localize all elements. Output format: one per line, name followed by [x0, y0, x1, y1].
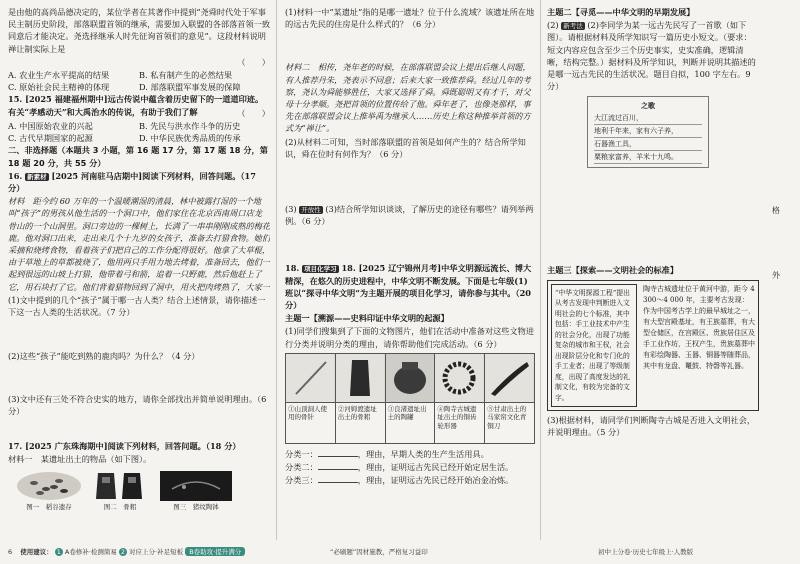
column-right: 主题二【寻觅——中华文明的早期发展】 (2) 新考法 (2)李同学为某一远古先民写了一首歌（如下图）。请根据材料及所学知识写一篇历史小短文。（要求：短文内容应包含至少三个历史事实，史实准确，逻辑清晰，结构完整。）据材料及所学知识，判断并说明其描述的是哪一远古先民的生活状况。题目自拟，100 字左右。9 分） 之歌 大江流过百川， 地利千年来，家有六子养， 石器渔工具， 粟粮家富养，羊米十九鸣。 主题三【探索——文明社会的标准】 “中华文明探源工程”提出从考古发现中判断进入文明社会的七个标准，其中包括：手工业技术中产生的社会分化，出现了功能复杂的城市和王权，社会出现阶层分化和专门化的手工业者；出现了等级制度，出现了高度发达的礼制文化，有较为完备的文字。 陶寺古城遗址位于黄河中游，距今 4 300～4 000 年，主要考古发现：作为中国考古学上的最早城址之一，有大型宫殿基址，有王族墓葬，有大型仓储区，在宫殿区、贵族居住区及手工业作坊，王权产生，贵族墓葬中有彩绘陶器、玉器、铜器等随葬品，其中有龙盘、鼍鼓、特磬等礼器。 (3)根据材料，请同学们判断陶寺古城是否进入文明社会，并说明理由。（5 分） [547, 6, 759, 440]
q17-stem: 17. [2025 广东珠海期中]阅读下列材料，回答问题。（18 分） [8, 441, 241, 452]
q14-stem: 是由他的高尚品德决定的，某位学者在其著作中提到“尧舜时代处于军事民主制历史阶段，部落联盟首领的继承，需要加入联盟的各部落首领一致同意后才能决定。尧选择继承人时先征询首领们的意见”。这段材料说明禅让制实际上是 [8, 7, 271, 54]
bone-needle-image [286, 354, 334, 402]
footer-right: 初中上分卷·历史七年级上·人教版 [598, 548, 694, 556]
class-two-blank[interactable] [318, 469, 358, 470]
artifact-3 [386, 354, 436, 443]
civilization-standards-text: “中华文明探源工程”提出从考古发现中判断进入文明社会的七个标准，其中包括：手工业技术中产生的社会分化，出现了功能复杂的城市和王权，社会出现阶层分化和专门化的手工业者；出现了等级制度，出现了高度发达的礼制文化，有较为完备的文字。 [551, 284, 637, 408]
q17-part2: (2)从材料二可知，当时部落联盟的首领是如何产生的？结合所学知识，舜在位时有何作为？（6 分） [285, 136, 526, 159]
bronze-knife-image [485, 354, 533, 402]
artifact-4 [435, 354, 485, 443]
tip-2: 对应上分·补足短板 [129, 548, 184, 556]
figure-2 [90, 469, 150, 511]
song-title: 之歌 [641, 101, 655, 111]
artifact-table [285, 353, 535, 444]
q14-option-c[interactable]: C. 原始社会民主精神的体现 [8, 82, 110, 93]
new-method-tag: 新考法 [563, 22, 583, 31]
pottery-jar-image [386, 354, 434, 402]
theme-one-question: (1)同学们搜集到了下面的文物图片，他们在活动中准备对这些文物进行分类并说明分类的理由，请你帮助他们完成活动。（6 分） [285, 326, 535, 349]
q16-material: 材料 距今约 60 万年的一个温暖潮湿的清晨，林中被露打湿的一个地叫“孩子”的男孩从他生活的一个洞口中，他们家住在北京西南周口店龙骨山的一个山洞里。洞口旁边的一棵树上，长满了一串串刚刚成熟的梅花鹿。他对洞口出来，走出来几个十九岁的女孩子，准备去打猎食物。她们采摘和烧烤食物，看着孩子们把自己的工作分配得很好。他拿了大草棍，由于草地上的草都被烧了，他用两只手用力地去烤着，准备回去，他们一起到很远的山坡上打猎，他带着弓和箭，追着一只野鹿，然后他赶上了它，用石块打了它。他们背着猎物回到了洞中，用火把肉烤熟了，大家一 [8, 196, 270, 292]
song-line: 粟粮家富养，羊米十九鸣。 [594, 151, 702, 164]
brand-badge: B卷助攻·提升满分 [185, 547, 245, 556]
figure-2-caption: 图二 骨耜 [103, 502, 137, 511]
answer-space[interactable] [285, 31, 535, 61]
q15-option-d[interactable]: D. 中华民族优秀品质的传承 [139, 133, 241, 144]
song-line: 大江流过百川， [594, 112, 702, 125]
answer-space[interactable] [547, 172, 759, 264]
artifact-1-caption: ①山顶洞人使用的骨针 [288, 404, 327, 422]
q14-option-a[interactable]: A. 农业生产水平提高的结果 [8, 70, 110, 81]
figure-1-caption: 图一 稻谷遗存 [26, 502, 72, 511]
q15-paren: （ ） [237, 107, 270, 118]
bone-spade-image [90, 469, 150, 503]
new-material-tag: 新素材 [27, 172, 47, 181]
class-two-reason: ，理由，证明远古先民已经开始定居生活。 [357, 462, 514, 473]
theme-one-heading: 主题一【溯源——史料印证中华文明的起源】 [285, 313, 449, 324]
page-number: 6 [8, 548, 13, 556]
rice-grains-image [14, 469, 84, 503]
column-divider [276, 0, 277, 540]
q17-material1: 材料一 某遗址出土的物品（如下图）。 [8, 454, 152, 465]
class-two-label: 分类二： [285, 462, 318, 473]
project-learning-tag: 项目化学习 [304, 265, 337, 274]
q17-part1: (1)材料一中“某遗址”指的是哪一遗址？位于什么流域？该遗址所在地的远古先民的住房是什么样式的？（6 分） [285, 7, 535, 30]
q15-stem: 15. [2025 福建福州期中]远古传说中蕴含着历史留下的一道道印迹。有关“孝感动天”和大禹治水的传说，有助于我们了解 [8, 94, 264, 117]
q17-material2: 材料二 相传，尧年老的时候，在部落联盟会议上提出后继人问题，有人推荐丹朱，尧表示不同意；后来大家一致推荐舜。经过几年的考察，尧认为舜能够胜任，大家又选择了舜。舜既聪明又有才干，对父母十分孝顺。尧把首领的位置传给了他。舜年老了，也像尧那样，事先在部落联盟会议上推举禹为继承人……历史上称这种推举首领的方式为“禅让”。 [285, 62, 531, 134]
bone-spade-image [336, 354, 384, 402]
answer-space[interactable] [285, 161, 535, 203]
class-three-blank[interactable] [318, 482, 358, 483]
column-middle: (1)材料一中“某遗址”指的是哪一遗址？位于什么流域？该遗址所在地的远古先民的住房是什么样式的？（6 分） 材料二 相传，尧年老的时候，在部落联盟会议上提出后继人问题，有人推荐丹朱，尧表示不同意；后来大家一致推荐舜。经过几年的考察，尧认为舜能够胜任，大家又选择了舜。舜既聪明又有才干，对父母十分孝顺。尧把首领的位置传给了他。舜年老了，也像尧那样，事先在部落联盟会议上推举禹为继承人……历史上称这种推举首领的方式为“禅让”。 (2)从材料二可知，当时部落联盟的首领是如何产生的？结合所学知识，舜在位时有何作为？（6 分） (3) 开放性 (3)结合所学知识谈谈，了解历史的途径有哪些？请列举两例。（6 分） 18. 项目化学习 18. [2025 辽宁锦州月考]中华文明源远流长、博大精深，在悠久的历史进程中，中华文明不断发展。下面是七年级(1)班以“探寻中华文明”为主题开展的项目化学习，请你参与其中。（20 分） 主题一【溯源——史料印证中华文明的起源】 (1)同学们搜集到了下面的文物图片，他们在活动中准备对这些文物进行分类并说明分类的理由，请你帮助他们完成活动。（6 分） ①山顶洞人使用的骨针 ②河姆渡遗址出土的骨耜 ③良渚遗址出土的陶罐 ④陶寺古城遗址出土的铜齿轮形器 ⑤甘肃出土的马家窑文化青铜刀 分类一： ，理由，早期人类的生产生活用具。 分类二： ，理由，证明远古先民已经开始定居生活。 分类三： ，理由，证明远古先民已经开始冶金冶炼。 [285, 7, 535, 486]
figure-3 [156, 469, 236, 511]
figure-3-caption: 图三 猪纹陶钵 [173, 502, 219, 511]
q15-option-b[interactable]: B. 先民与洪水作斗争的历史 [139, 121, 241, 132]
material-box [547, 280, 759, 412]
figure-row [14, 469, 270, 511]
footer-left: 6 使用建议： 1 A卷修补·检测简易 2 对应上分·补足短板 B卷助攻·提升满分 [8, 547, 245, 556]
footer-middle: “必刷题”因材施教，严格复习益印 [330, 548, 428, 556]
open-ended-tag: 开放性 [301, 206, 321, 215]
tip-1: A卷修补·检测简易 [64, 548, 117, 556]
theme-three-question: (3)根据材料，请同学们判断陶寺古城是否进入文明社会，并说明理由。（5 分） [547, 415, 756, 438]
artifact-4-caption: ④陶寺古城遗址出土的铜齿轮形器 [437, 404, 477, 430]
class-three-reason: ，理由，证明远古先民已经开始冶金冶炼。 [357, 475, 514, 486]
pig-pattern-bowl-image [156, 469, 236, 503]
side-mark: 外 [772, 271, 780, 280]
section-two-heading: 二、非选择题（本题共 3 小题，第 16 题 17 分，第 17 题 18 分，第 18 题 20 分，共 55 分） [8, 145, 268, 168]
answer-space[interactable] [285, 228, 535, 262]
usage-label: 使用建议： [20, 548, 53, 556]
q15-option-c[interactable]: C. 古代早期国家的起源 [8, 133, 93, 144]
column-left: 是由他的高尚品德决定的，某位学者在其著作中提到“尧舜时代处于军事民主制历史阶段，部落联盟首领的继承，需要加入联盟的各部落首领一致同意后才能决定。尧选择继承人时先征询首领们的意见”。这段材料说明禅让制实际上是 （ ） A. 农业生产水平提高的结果 B. 私有制产生的必然结果 C. 原始社会民主精神的体现 D. 部落联盟军事发展的保障 15. [2025 福建福州期中]远古传说中蕴含着历史留下的一道道印迹。有关“孝感动天”和大禹治水的传说，有助于我们了解 （ ） A. 中国原始农业的兴起 B. 先民与洪水作斗争的历史 C. 古代早期国家的起源 D. 中华民族优秀品质的传承 二、非选择题（本题共 3 小题，第 16 题 17 分，第 17 题 18 分，第 18 题 20 分，共 55 分） 16. 新素材 [2025 河南驻马店期中]阅读下列材料，回答问题。（17 分） 材料 距今约 60 万年的一个温暖潮湿的清晨，林中被露打湿的一个地叫“孩子”的男孩从他生活的一个洞口中，他们家住在北京西南周口店龙骨山的一个山洞里。洞口旁边的一棵树上，长满了一串串刚刚成熟的梅花鹿。他对洞口出来，走出来几个十九岁的女孩子，准备去打猎食物。她们采摘和烧烤食物，看着孩子们把自己的工作分配得很好。他拿了大草棍，由于草地上的草都被烧了，他用两只手用力地去烤着，准备回去，他们一起到很远的山坡上打猎，他带着弓和箭，追着一只野鹿，然后他赶上了它，用石块打了它。他们背着猎物回到了洞中，用火把肉烤熟了，大家一 (1)文中提到的几个“孩子”属于哪一古人类？结合上述情景，请你描述一下这一古人类的生活状况。（7 分） (2)这些“孩子”能吃到熟的鹿肉吗？为什么？（4 分） (3)文中还有三处不符合史实的地方，请你全部找出并简单说明理由。（6 分） 17. [2025 广东珠海期中]阅读下列材料，回答问题。（18 分） 材料一 某遗址出土的物品（如下图）。 图一 稻谷遗存 图二 骨耜 图三 猪纹陶钵 [8, 7, 271, 511]
q17-part3: (3)结合所学知识谈谈，了解历史的途径有哪些？请列举两例。（6 分） [285, 204, 534, 227]
artifact-2 [336, 354, 386, 443]
q14-option-b[interactable]: B. 私有制产生的必然结果 [139, 70, 233, 81]
artifact-5-caption: ⑤甘肃出土的马家窑文化青铜刀 [487, 404, 527, 430]
q14-paren: （ ） [237, 56, 270, 67]
artifact-5 [485, 354, 534, 443]
q15-option-a[interactable]: A. 中国原始农业的兴起 [8, 121, 93, 132]
class-three-label: 分类三： [285, 475, 318, 486]
class-one-blank[interactable] [318, 456, 358, 457]
artifact-1 [286, 354, 336, 443]
song-box [587, 96, 709, 168]
q14-options [8, 69, 270, 93]
theme-three-heading: 主题三【探索——文明社会的标准】 [547, 265, 679, 276]
class-one-label: 分类一： [285, 448, 318, 459]
artifact-3-caption: ③良渚遗址出土的陶罐 [387, 404, 427, 422]
q14-option-d[interactable]: D. 部落联盟军事发展的保障 [139, 82, 241, 93]
side-mark: 格 [772, 206, 780, 215]
q16-part2: (2)这些“孩子”能吃到熟的鹿肉吗？为什么？（4 分） [8, 350, 200, 361]
answer-space[interactable] [8, 363, 270, 393]
q16-part1: (1)文中提到的几个“孩子”属于哪一古人类？结合上述情景，请你描述一下这一古人类的生活状况。（7 分） [8, 295, 266, 318]
q16-part3: (3)文中还有三处不符合史实的地方，请你全部找出并简单说明理由。（6 分） [8, 393, 267, 417]
figure-1 [14, 469, 84, 511]
q15-options [8, 120, 270, 144]
q16-stem: [2025 河南驻马店期中]阅读下列材料，回答问题。（17 分） [8, 170, 256, 194]
theme-two-heading: 主题二【寻觅——中华文明的早期发展】 [547, 7, 695, 17]
column-divider [540, 0, 541, 540]
class-one-reason: ，理由，早期人类的生产生活用具。 [357, 448, 489, 459]
answer-space[interactable] [8, 320, 270, 350]
song-line: 石器渔工具， [594, 138, 702, 151]
theme-two-question: (2)李同学为某一远古先民写了一首歌（如下图）。请根据材料及所学知识写一篇历史小短文。（要求：短文内容应包含至少三个历史事实，史实准确，逻辑清晰，结构完整。）据材料及所学知识，判断并说明其描述的是哪一远古先民的生活状况。题目自拟，100 字左右。9 分） [547, 20, 756, 92]
taosi-site-text: 陶寺古城遗址位于黄河中游，距今 4 300～4 000 年，主要考古发现：作为中国考古学上的最早城址之一，有大型宫殿基址，有王族墓葬，有大型仓储区，在宫殿区、贵族居住区及手工业作坊，王权产生，贵族墓葬中有彩绘陶器、玉器、铜器等随葬品，其中有龙盘、鼍鼓、特磬等礼器。 [643, 284, 755, 370]
q18-stem: 18. [2025 辽宁锦州月考]中华文明源远流长、博大精深，在悠久的历史进程中，中华文明不断发展。下面是七年级(1)班以“探寻中华文明”为主题开展的项目化学习，请你参与其中。（20 分） [285, 263, 532, 311]
bronze-gear-image [435, 354, 483, 402]
song-line: 地利千年来，家有六子养， [594, 125, 702, 138]
answer-space[interactable] [8, 418, 270, 440]
artifact-2-caption: ②河姆渡遗址出土的骨耜 [337, 404, 377, 422]
